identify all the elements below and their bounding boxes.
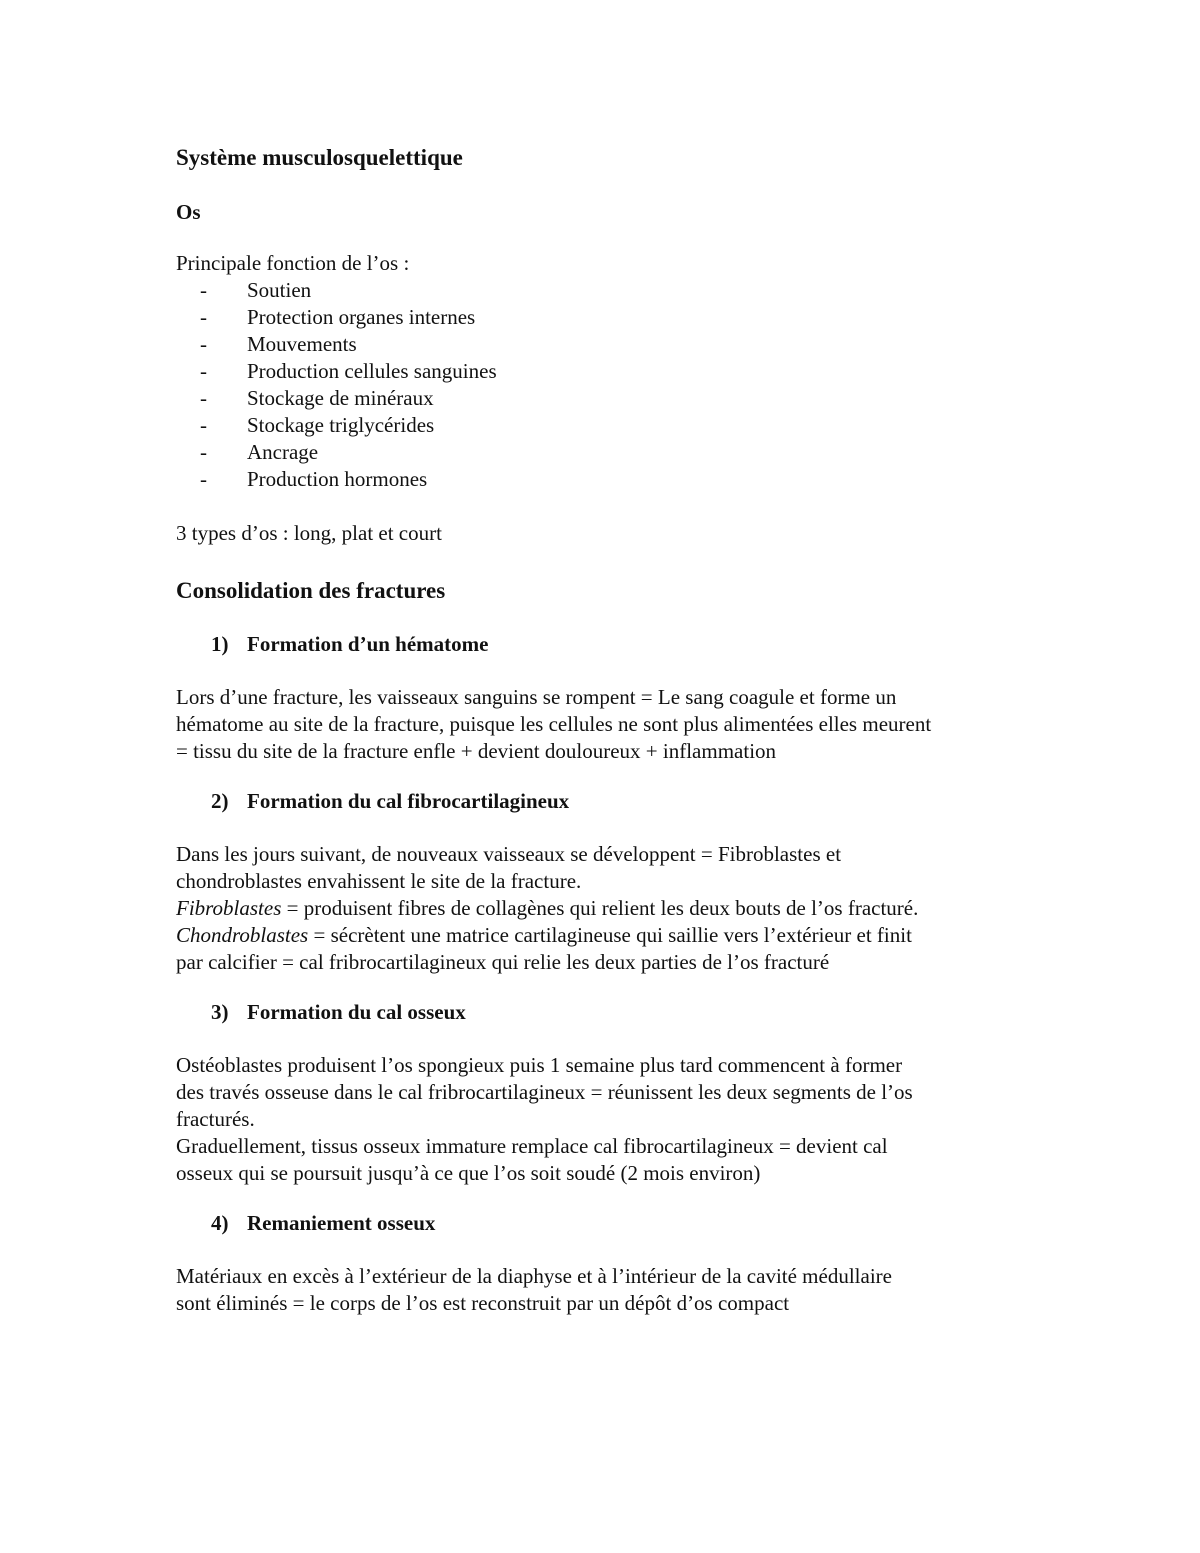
step-number: 2) bbox=[211, 789, 229, 813]
step-body-2 bbox=[176, 841, 1056, 976]
section-title-fractures: Consolidation des fractures bbox=[176, 578, 446, 603]
section-subtitle-os: Os bbox=[176, 200, 201, 224]
body-line: Dans les jours suivant, de nouveaux vaisseaux se développent = Fibroblastes et bbox=[176, 842, 842, 866]
step-body-4 bbox=[176, 1263, 1056, 1317]
body-line: Matériaux en excès à l’extérieur de la diaphyse et à l’intérieur de la cavité médullaire bbox=[176, 1264, 892, 1288]
list-item bbox=[176, 304, 1056, 331]
chondroblasts-term: Chondroblastes bbox=[176, 923, 309, 947]
fibroblasts-line bbox=[176, 895, 1056, 922]
list-item-text: Mouvements bbox=[247, 332, 357, 356]
bullet-dash: - bbox=[200, 467, 207, 491]
list-item bbox=[176, 466, 1056, 493]
bullet-dash: - bbox=[200, 305, 207, 329]
step-body-1 bbox=[176, 684, 1056, 765]
body-line: chondroblastes envahissent le site de la fracture. bbox=[176, 869, 582, 893]
list-item-text: Production hormones bbox=[247, 467, 428, 491]
list-item bbox=[176, 331, 1056, 358]
step-number: 1) bbox=[211, 632, 229, 656]
body-line: Graduellement, tissus osseux immature remplace cal fibrocartilagineux = devient cal bbox=[176, 1134, 888, 1158]
list-item-text: Soutien bbox=[247, 278, 312, 302]
body-line: par calcifier = cal fribrocartilagineux qui relie les deux parties de l’os fracturé bbox=[176, 950, 830, 974]
step-heading-4 bbox=[176, 1209, 1056, 1237]
list-item-text: Production cellules sanguines bbox=[247, 359, 497, 383]
bullet-dash: - bbox=[200, 386, 207, 410]
step-number: 4) bbox=[211, 1211, 229, 1235]
list-item-text: Stockage de minéraux bbox=[247, 386, 434, 410]
body-line: Lors d’une fracture, les vaisseaux sanguins se rompent = Le sang coagule et forme un bbox=[176, 685, 897, 709]
chondroblasts-definition: = sécrètent une matrice cartilagineuse qui saillie vers l’extérieur et finit bbox=[308, 923, 912, 947]
step-heading-2 bbox=[176, 787, 1056, 815]
body-line: Ostéoblastes produisent l’os spongieux puis 1 semaine plus tard commencent à former bbox=[176, 1053, 903, 1077]
body-line: des través osseuse dans le cal fribrocartilagineux = réunissent les deux segments de l’os bbox=[176, 1080, 913, 1104]
step-body-3 bbox=[176, 1052, 1056, 1187]
body-line: fracturés. bbox=[176, 1107, 255, 1131]
list-item bbox=[176, 277, 1056, 304]
document-page bbox=[176, 140, 1056, 1317]
body-line: osseux qui se poursuit jusqu’à ce que l’os soit soudé (2 mois environ) bbox=[176, 1161, 761, 1185]
body-line: hématome au site de la fracture, puisque les cellules ne sont plus alimentées elles meurent bbox=[176, 712, 932, 736]
bullet-dash: - bbox=[200, 332, 207, 356]
list-item bbox=[176, 439, 1056, 466]
list-item-text: Ancrage bbox=[247, 440, 319, 464]
step-heading-text: Formation du cal fibrocartilagineux bbox=[247, 789, 570, 813]
step-heading-3 bbox=[176, 998, 1056, 1026]
functions-list bbox=[176, 277, 1056, 493]
bullet-dash: - bbox=[200, 278, 207, 302]
step-heading-1 bbox=[176, 630, 1056, 658]
step-heading-text: Formation d’un hématome bbox=[247, 632, 489, 656]
body-line: = tissu du site de la fracture enfle + devient douloureux + inflammation bbox=[176, 739, 777, 763]
list-item bbox=[176, 385, 1056, 412]
list-item bbox=[176, 358, 1056, 385]
fibroblasts-definition: = produisent fibres de collagènes qui relient les deux bouts de l’os fracturé. bbox=[281, 896, 919, 920]
bone-types-line: 3 types d’os : long, plat et court bbox=[176, 521, 442, 545]
list-item-text: Stockage triglycérides bbox=[247, 413, 435, 437]
bullet-dash: - bbox=[200, 413, 207, 437]
chondroblasts-line bbox=[176, 922, 1056, 949]
list-item-text: Protection organes internes bbox=[247, 305, 476, 329]
body-line: sont éliminés = le corps de l’os est reconstruit par un dépôt d’os compact bbox=[176, 1291, 790, 1315]
functions-intro: Principale fonction de l’os : bbox=[176, 251, 410, 275]
bullet-dash: - bbox=[200, 440, 207, 464]
document-title: Système musculosquelettique bbox=[176, 145, 463, 170]
step-heading-text: Remaniement osseux bbox=[247, 1211, 436, 1235]
list-item bbox=[176, 412, 1056, 439]
fibroblasts-term: Fibroblastes bbox=[176, 896, 282, 920]
step-heading-text: Formation du cal osseux bbox=[247, 1000, 466, 1024]
step-number: 3) bbox=[211, 1000, 229, 1024]
bullet-dash: - bbox=[200, 359, 207, 383]
